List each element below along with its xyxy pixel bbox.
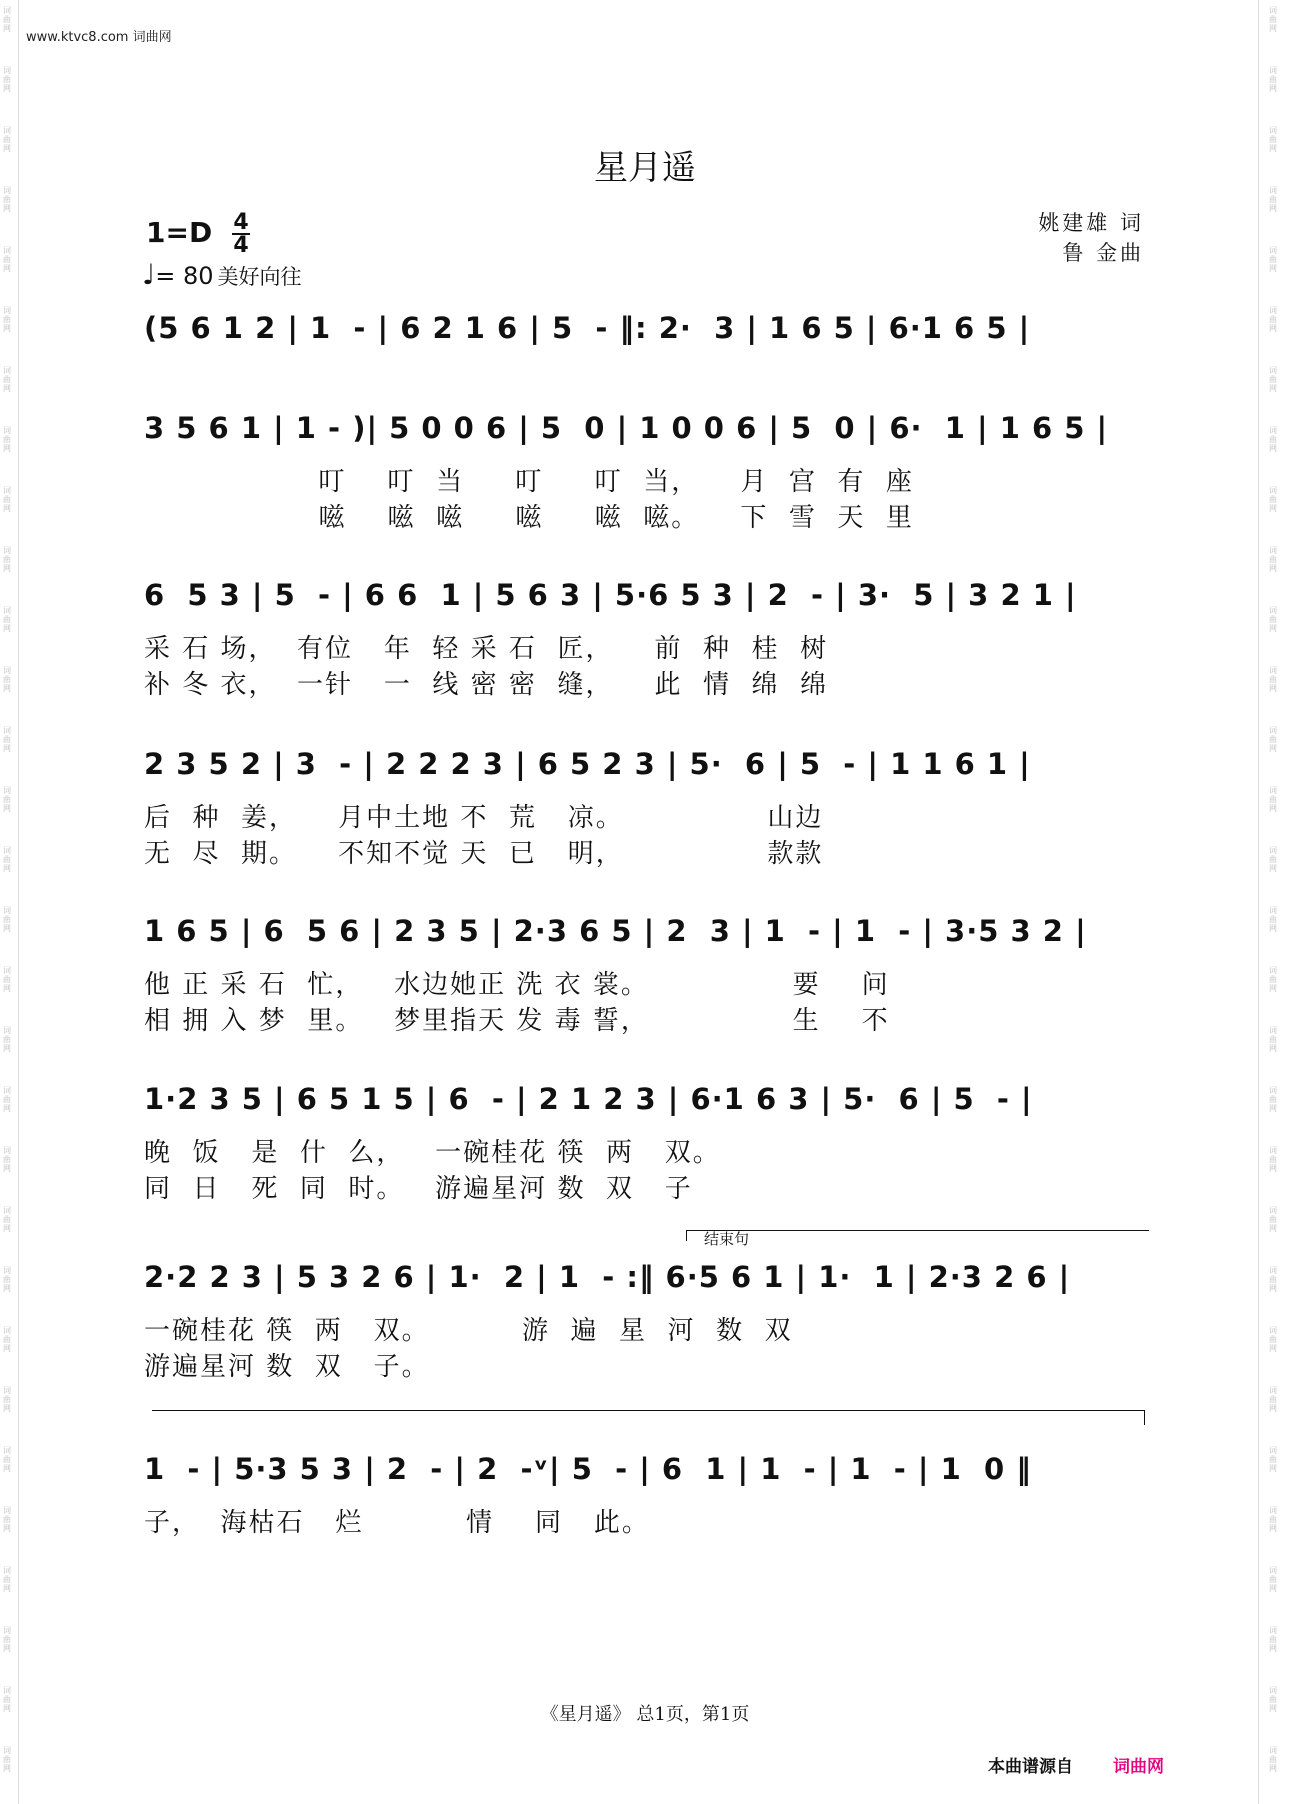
credits <box>1038 208 1144 268</box>
watermark-mark: 词 曲 网 <box>1269 786 1277 813</box>
watermark-mark: 词 曲 网 <box>3 186 11 213</box>
time-signature <box>232 212 250 256</box>
tempo-value: = 80 <box>155 262 214 290</box>
lyric-verse-1: 后 种 姜， 月中土地 不 荒 凉。 山边 <box>144 803 824 833</box>
watermark-mark: 词 曲 网 <box>1269 126 1277 153</box>
ending-bracket <box>686 1230 1149 1241</box>
watermark-mark: 词 曲 网 <box>3 786 11 813</box>
quarter-note-icon: ♩ <box>142 258 156 291</box>
lyric-verse-1: 晚 饭 是 什 么， 一碗桂花 筷 两 双。 <box>144 1138 721 1168</box>
lyric-verse-2: 补 冬 衣， 一针 一 线 密 密 缝， 此 情 绵 绵 <box>144 670 829 700</box>
watermark-mark: 词 曲 网 <box>3 846 11 873</box>
watermark-mark: 词 曲 网 <box>3 6 11 33</box>
watermark-mark: 词 曲 网 <box>1269 846 1277 873</box>
lyric-verse-1: 叮 叮 当 叮 叮 当， 月 宫 有 座 <box>144 467 914 497</box>
watermark-mark: 词 曲 网 <box>3 366 11 393</box>
notation-row: 1 - | 5·3 5 3 | 2 - | 2 -ᵛ| 5 - | 6 1 | 1 - | 1 - | 1 0 ‖ <box>144 1452 1032 1486</box>
watermark-mark: 词 曲 网 <box>3 1146 11 1173</box>
watermark-mark: 词 曲 网 <box>3 1086 11 1113</box>
notation-row: 1 6 5 | 6 5 6 | 2 3 5 | 2·3 6 5 | 2 3 | 1 - | 1 - | 3·5 3 2 | <box>144 914 1087 948</box>
lyric-verse-1: 他 正 采 石 忙， 水边她正 洗 衣 裳。 要 问 <box>144 970 890 1000</box>
site-url: www.ktvc8.com 词曲网 <box>26 30 172 45</box>
watermark-mark: 词 曲 网 <box>3 246 11 273</box>
watermark-mark: 词 曲 网 <box>1269 1626 1277 1653</box>
watermark-mark: 词 曲 网 <box>3 666 11 693</box>
watermark-mark: 词 曲 网 <box>1269 1506 1277 1533</box>
watermark-mark: 词 曲 网 <box>1269 1146 1277 1173</box>
closing-bracket <box>152 1410 1145 1425</box>
watermark-mark: 词 曲 网 <box>1269 1686 1277 1713</box>
watermark-mark: 词 曲 网 <box>3 1266 11 1293</box>
source-brand-link[interactable]: 词曲网 <box>1113 1757 1164 1777</box>
watermark-mark: 词 曲 网 <box>1269 966 1277 993</box>
watermark-mark: 词 曲 网 <box>3 606 11 633</box>
watermark-mark: 词 曲 网 <box>1269 546 1277 573</box>
watermark-mark: 词 曲 网 <box>1269 66 1277 93</box>
watermark-mark: 词 曲 网 <box>1269 906 1277 933</box>
meter-bottom: 4 <box>233 233 249 258</box>
tempo-marking <box>142 258 302 291</box>
lyric-verse-1: 采 石 场， 有位 年 轻 采 石 匠， 前 种 桂 树 <box>144 634 829 664</box>
watermark-mark: 词 曲 网 <box>1269 1386 1277 1413</box>
ending-label: 结束句 <box>704 1230 750 1248</box>
left-watermark-strip <box>0 0 14 1804</box>
score-line-4 <box>144 739 1150 879</box>
watermark-mark: 词 曲 网 <box>3 1506 11 1533</box>
watermark-mark: 词 曲 网 <box>1269 1326 1277 1353</box>
key-signature: 1=D <box>146 216 213 249</box>
watermark-mark: 词 曲 网 <box>3 66 11 93</box>
watermark-mark: 词 曲 网 <box>1269 726 1277 753</box>
notation-row: 2 3 5 2 | 3 - | 2 2 2 3 | 6 5 2 3 | 5· 6 | 5 - | 1 1 6 1 | <box>144 747 1031 781</box>
watermark-mark: 词 曲 网 <box>3 426 11 453</box>
notation-row: 2·2 2 3 | 5 3 2 6 | 1· 2 | 1 - :‖ 6·5 6 1 | 1· 1 | 2·3 2 6 | <box>144 1260 1071 1294</box>
lyric-verse-1: 子， 海枯石 烂 情 同 此。 <box>144 1508 650 1538</box>
right-margin-line <box>1258 0 1259 1804</box>
watermark-mark: 词 曲 网 <box>1269 1746 1277 1773</box>
meter-top: 4 <box>233 210 249 235</box>
notation-row: 3 5 6 1 | 1 - )| 5 0 0 6 | 5 0 | 1 0 0 6 | 5 0 | 6· 1 | 1 6 5 | <box>144 411 1109 445</box>
watermark-mark: 词 曲 网 <box>3 486 11 513</box>
notation-row: 1·2 3 5 | 6 5 1 5 | 6 - | 2 1 2 3 | 6·1 6 3 | 5· 6 | 5 - | <box>144 1082 1033 1116</box>
lyricist: 姚建雄 词 <box>1038 211 1144 235</box>
watermark-mark: 词 曲 网 <box>1269 606 1277 633</box>
watermark-mark: 词 曲 网 <box>3 966 11 993</box>
watermark-mark: 词 曲 网 <box>3 306 11 333</box>
watermark-mark: 词 曲 网 <box>1269 186 1277 213</box>
watermark-mark: 词 曲 网 <box>3 1206 11 1233</box>
watermark-mark: 词 曲 网 <box>3 1026 11 1053</box>
watermark-mark: 词 曲 网 <box>3 1386 11 1413</box>
left-margin-line <box>18 0 19 1804</box>
watermark-mark: 词 曲 网 <box>1269 486 1277 513</box>
source-credit <box>988 1752 1164 1777</box>
score-line-1 <box>144 303 1150 363</box>
watermark-mark: 词 曲 网 <box>1269 1566 1277 1593</box>
watermark-mark: 词 曲 网 <box>3 1626 11 1653</box>
watermark-mark: 词 曲 网 <box>1269 1086 1277 1113</box>
watermark-mark: 词 曲 网 <box>3 726 11 753</box>
watermark-mark: 词 曲 网 <box>1269 306 1277 333</box>
score-line-3 <box>144 570 1150 710</box>
score-line-2 <box>144 403 1150 543</box>
notation-row: (5 6 1 2 | 1 - | 6 2 1 6 | 5 - ‖: 2· 3 | 1 6 5 | 6·1 6 5 | <box>144 311 1031 345</box>
watermark-mark: 词 曲 网 <box>3 546 11 573</box>
watermark-mark: 词 曲 网 <box>3 1566 11 1593</box>
lyric-verse-1: 一碗桂花 筷 两 双。 游 遍 星 河 数 双 <box>144 1316 793 1346</box>
watermark-mark: 词 曲 网 <box>1269 1446 1277 1473</box>
watermark-mark: 词 曲 网 <box>3 906 11 933</box>
watermark-mark: 词 曲 网 <box>1269 366 1277 393</box>
score-line-8 <box>144 1444 1150 1554</box>
watermark-mark: 词 曲 网 <box>1269 1206 1277 1233</box>
watermark-mark: 词 曲 网 <box>1269 666 1277 693</box>
source-label: 本曲谱源自 <box>988 1757 1073 1777</box>
watermark-mark: 词 曲 网 <box>3 126 11 153</box>
score-line-6 <box>144 1074 1150 1214</box>
right-watermark-strip <box>1266 0 1280 1804</box>
watermark-mark: 词 曲 网 <box>1269 1026 1277 1053</box>
watermark-mark: 词 曲 网 <box>1269 1266 1277 1293</box>
watermark-mark: 词 曲 网 <box>1269 246 1277 273</box>
watermark-mark: 词 曲 网 <box>3 1446 11 1473</box>
watermark-mark: 词 曲 网 <box>1269 426 1277 453</box>
score-line-7 <box>144 1230 1150 1392</box>
lyric-verse-2: 无 尽 期。 不知不觉 天 已 明， 款款 <box>144 839 824 869</box>
watermark-mark: 词 曲 网 <box>3 1686 11 1713</box>
lyric-verse-2: 同 日 死 同 时。 游遍星河 数 双 子 <box>144 1174 693 1204</box>
lyric-verse-2: 游遍星河 数 双 子。 <box>144 1352 430 1382</box>
watermark-mark: 词 曲 网 <box>3 1326 11 1353</box>
expression-mark: 美好向往 <box>217 265 302 289</box>
page-footer: 《星月遥》 总1页，第1页 <box>540 1704 750 1725</box>
lyric-verse-2: 嗞 嗞 嗞 嗞 嗞 嗞。 下 雪 天 里 <box>144 503 914 533</box>
score-line-5 <box>144 906 1150 1046</box>
song-title: 星月遥 <box>594 148 696 188</box>
watermark-mark: 词 曲 网 <box>3 1746 11 1773</box>
notation-row: 6 5 3 | 5 - | 6 6 1 | 5 6 3 | 5·6 5 3 | 2 - | 3· 5 | 3 2 1 | <box>144 578 1077 612</box>
lyric-verse-2: 相 拥 入 梦 里。 梦里指天 发 毒 誓， 生 不 <box>144 1006 890 1036</box>
composer: 鲁 金曲 <box>1062 241 1144 265</box>
watermark-mark: 词 曲 网 <box>1269 6 1277 33</box>
